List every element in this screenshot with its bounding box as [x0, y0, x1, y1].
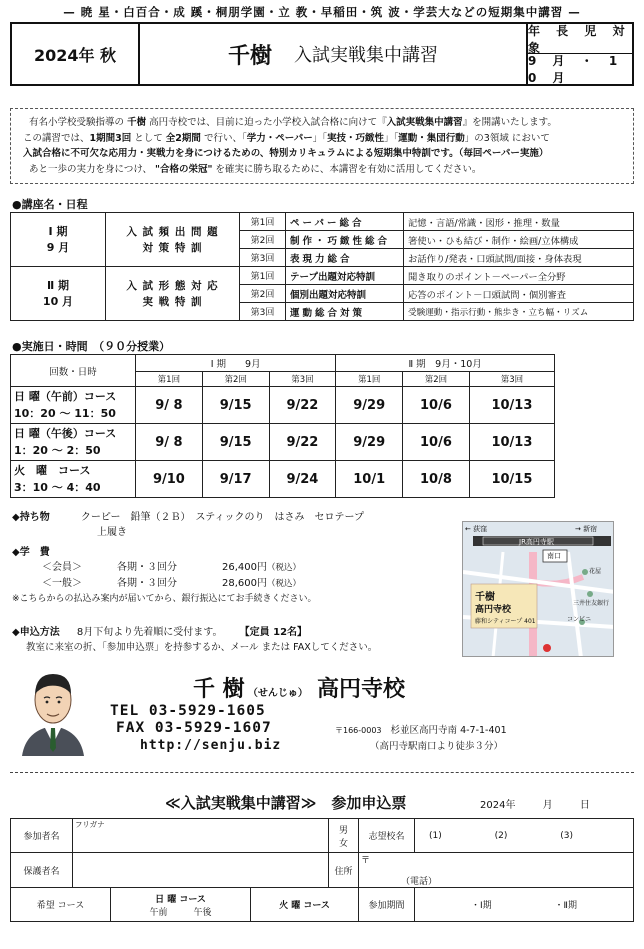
title-box	[10, 22, 634, 86]
period-2-label: Ⅱ 期 10 月	[11, 267, 106, 321]
table-row	[11, 853, 634, 888]
course-heading: ●講座名・日程	[12, 198, 88, 211]
course-name-cell	[11, 461, 136, 498]
session-desc: お話作り/発表・口頭試問/面接・身体表現	[404, 249, 634, 267]
table-row	[11, 267, 634, 285]
session-name: テープ出題対応特訓	[286, 267, 404, 285]
date-cell: 10/15	[469, 461, 554, 498]
schedule-heading: ●実施日・時間 （９０分授業）	[12, 340, 171, 353]
intro-box	[10, 108, 634, 184]
course-name: 日 曜（午前）コース	[14, 390, 117, 403]
contact-access: （高円寺駅南口より徒歩３分）	[370, 741, 504, 752]
session-desc: 受験運動・指示行動・熊歩き・立ち幅・リズム	[404, 303, 634, 321]
map-label-branch: 高円寺校	[475, 605, 512, 615]
table-row	[11, 355, 555, 372]
map-direction-right: → 新宿	[575, 525, 598, 533]
participant-label: 参加者名	[11, 819, 73, 853]
table-row	[11, 213, 634, 231]
date-cell: 10/13	[469, 424, 554, 461]
period-1-label: Ⅰ 期 9 月	[11, 213, 106, 267]
session-no: 第2回	[240, 231, 286, 249]
gender-female[interactable]: 女	[338, 838, 348, 849]
session-label: 第1回	[336, 372, 403, 387]
date-cell: 10/6	[403, 387, 470, 424]
course-title: 入試実戦集中講習	[294, 45, 438, 66]
teacher-portrait	[18, 664, 88, 756]
contact-tel: TEL 03-5929-1605	[110, 703, 266, 719]
period-label: 参加期間	[359, 888, 415, 922]
table-row	[11, 819, 634, 853]
map-label-building: 藤和シティコープ 401	[475, 618, 536, 625]
apply-row	[12, 625, 457, 640]
form-day: 日	[579, 800, 590, 811]
date-cell: 10/6	[403, 424, 470, 461]
form-year: 2024年	[480, 800, 516, 811]
session-name: 個別出題対応特訓	[286, 285, 404, 303]
fee-member-price: 26,400円	[222, 562, 267, 573]
choice-3: (3)	[560, 830, 573, 841]
participant-name-field[interactable]	[73, 819, 329, 853]
contact-title	[193, 672, 405, 703]
access-map	[462, 521, 614, 657]
date-cell: 9/ 8	[136, 424, 203, 461]
table-row	[11, 888, 634, 922]
fees-section	[12, 545, 452, 607]
choice-1: (1)	[429, 830, 442, 841]
session-name: 制作・巧緻性総合	[286, 231, 404, 249]
address-label: 住所	[329, 853, 359, 888]
fee-tax: （税込）	[267, 563, 302, 573]
session-name: 表現力総合	[286, 249, 404, 267]
session-label: 第1回	[136, 372, 203, 387]
map-pin-3: コンビニ	[567, 616, 592, 623]
fee-note: ※こちらからの払込み案内が届いてから、銀行振込にてお手続きください。	[12, 594, 317, 604]
apply-line-2: 教室に来室の折、「参加申込票」を持参するか、メール または FAXしてください。	[26, 642, 378, 653]
date-cell: 9/22	[269, 424, 336, 461]
items-section	[12, 510, 452, 540]
course-name-cell	[11, 424, 136, 461]
table-row	[11, 461, 555, 498]
session-desc: 記憶・言語/常識・図形・推理・数量	[404, 213, 634, 231]
fee-member-row	[12, 560, 452, 576]
contact-fax: FAX 03-5929-1607	[116, 720, 272, 736]
course-choice-label: 希望 コース	[11, 888, 111, 922]
contact-branch: 高円寺校	[317, 677, 406, 702]
date-cell: 9/ 8	[136, 387, 203, 424]
date-cell: 9/24	[269, 461, 336, 498]
session-label: 第2回	[202, 372, 269, 387]
fee-general-price: 28,600円	[222, 578, 267, 589]
intro-line-3: 入試合格に不可欠な応用力・実戦力を身につけるための、特別カリキュラムによる短期集中特訓です。（毎回ペーパー実施）	[23, 148, 549, 159]
date-cell: 9/22	[269, 387, 336, 424]
target-label: 年 長 児 対 象	[528, 23, 631, 55]
corner-cell: 回数・日時	[11, 355, 136, 387]
contact-postal: 〒166-0003	[335, 726, 382, 735]
main-title	[140, 24, 528, 84]
period-1-option[interactable]: ・Ⅰ期	[471, 901, 492, 911]
course-name: 火 曜 コース	[14, 464, 91, 477]
sunday-course-label: 日 曜 コース	[155, 894, 206, 905]
session-desc: 箸使い・ひも結び・制作・絵画/立体構成	[404, 231, 634, 249]
date-cell: 10/13	[469, 387, 554, 424]
session-no: 第3回	[240, 249, 286, 267]
school-label: 志望校名	[359, 819, 415, 853]
target-schools-line: — 暁 星・白百合・成 蹊・桐朋学園・立 教・早稲田・筑 波・学芸大などの短期集中講習 —	[63, 5, 581, 19]
map-pin-1: 花屋	[589, 568, 602, 575]
session-label: 第2回	[403, 372, 470, 387]
contact-address	[335, 722, 507, 736]
course-time: 3：10 ～ 4：40	[14, 481, 101, 494]
apply-capacity: 【定員 12名】	[239, 627, 308, 638]
session-desc: 聞き取りのポイント－ペーパー全分野	[404, 267, 634, 285]
date-cell: 9/17	[202, 461, 269, 498]
apply-label: ◆申込方法	[12, 627, 60, 638]
fee-tax: （税込）	[267, 579, 302, 589]
date-cell: 9/29	[336, 387, 403, 424]
fee-general-detail: 各期・３回分	[117, 578, 177, 589]
items-line-1: クーピー 鉛筆（２Ｂ） スティックのり はさみ セロテープ	[80, 512, 364, 523]
date-cell: 9/10	[136, 461, 203, 498]
apply-section	[12, 625, 457, 655]
date-cell: 9/29	[336, 424, 403, 461]
school-choices-field[interactable]	[415, 819, 634, 853]
course-time: 1：20 ～ 2：50	[14, 444, 101, 457]
date-cell: 9/15	[202, 387, 269, 424]
intro-line-1: 有名小学校受験指導の 千樹 高円寺校では、目前に迫った小学校入試合格に向けて『入試実戦集中講習』を開講いたします。	[29, 117, 557, 128]
gender-field[interactable]	[329, 819, 359, 853]
items-line-2: 上履き	[97, 527, 127, 538]
tuesday-course-option[interactable]: 火 曜 コース	[251, 888, 359, 922]
contact-street: 杉並区高円寺南 4-7-1-401	[390, 725, 507, 736]
period-1-header: Ⅰ 期 9月	[136, 355, 336, 372]
form-title: ≪入試実戦集中講習≫ 参加申込票	[165, 794, 407, 812]
fee-general-label: ＜一般＞	[42, 578, 82, 589]
sunday-course-option[interactable]	[111, 888, 251, 922]
choice-2: (2)	[494, 830, 508, 841]
guardian-label: 保護者名	[11, 853, 73, 888]
intro-line-2: この講習では、1期間3回 として 全2期間 で行い、「学力・ペーパー」「実技・巧緻性」「運動・集団行動」の3領域 において	[23, 132, 550, 144]
gender-male[interactable]: 男	[338, 825, 348, 836]
session-desc: 応答のポイント－口頭試問・個別審査	[404, 285, 634, 303]
schedule-table	[10, 354, 555, 498]
fee-general-row	[12, 576, 452, 592]
items-label: ◆持ち物	[12, 512, 50, 523]
period-2-option[interactable]: ・Ⅱ期	[554, 901, 577, 911]
map-pin-2: 三井住友銀行	[573, 600, 610, 607]
session-no: 第3回	[240, 303, 286, 321]
date-cell: 10/8	[403, 461, 470, 498]
intro-line-4: あと一歩の実力を身につけ、 "合格の栄冠" を確実に勝ち取るために、本講習を有効に活用してください。	[29, 163, 482, 175]
session-label: 第3回	[469, 372, 554, 387]
session-no: 第1回	[240, 267, 286, 285]
date-cell: 10/1	[336, 461, 403, 498]
course-name-cell	[11, 387, 136, 424]
session-no: 第2回	[240, 285, 286, 303]
table-row	[11, 424, 555, 461]
period-2-header: Ⅱ 期 9月・10月	[336, 355, 555, 372]
map-direction-left: ← 荻窪	[465, 525, 488, 533]
target-box	[528, 24, 632, 84]
period-2-category: 入 試 形 態 対 応 実 戦 特 訓	[106, 267, 240, 321]
apply-text: 8月下旬より先着順に受付ます。	[76, 627, 223, 638]
postal-mark: 〒	[361, 856, 371, 866]
fee-member-detail: 各期・３回分	[117, 562, 177, 573]
period-1-category: 入 試 頻 出 問 題 対 策 特 訓	[106, 213, 240, 267]
period-options[interactable]	[415, 888, 634, 922]
map-exit: 南口	[547, 552, 561, 560]
fee-member-label: ＜会員＞	[42, 562, 82, 573]
months-label: 9 月 ・ 1 0 月	[528, 54, 624, 85]
fees-label: ◆学 費	[12, 547, 50, 558]
course-name: 日 曜（午後）コース	[14, 427, 117, 440]
course-time: 10：20 ～ 11：50	[14, 407, 116, 420]
brand-name: 千樹	[227, 43, 272, 69]
contact-url[interactable]: http://senju.biz	[140, 738, 282, 753]
cut-line	[10, 772, 634, 773]
form-date	[480, 796, 590, 811]
table-row	[11, 387, 555, 424]
phone-label: （電話）	[401, 877, 438, 887]
application-form	[10, 818, 634, 922]
contact-brand: 千 樹	[193, 677, 245, 702]
address-field[interactable]	[359, 853, 634, 888]
pm-option[interactable]: 午後	[193, 907, 212, 918]
session-no: 第1回	[240, 213, 286, 231]
session-label: 第3回	[269, 372, 336, 387]
map-label-brand: 千樹	[475, 592, 495, 603]
form-month: 月	[542, 800, 553, 811]
session-name: ペーパー総合	[286, 213, 404, 231]
contact-reading: （せんじゅ）	[247, 688, 308, 699]
date-cell: 9/15	[202, 424, 269, 461]
session-name: 運動総合対策	[286, 303, 404, 321]
course-table	[10, 212, 634, 321]
year-season: 2024年 秋	[12, 24, 140, 84]
guardian-name-field[interactable]	[73, 853, 329, 888]
am-option[interactable]: 午前	[149, 907, 168, 918]
furigana-label: フリガナ	[75, 820, 105, 829]
map-station: JR高円寺駅	[519, 538, 554, 546]
